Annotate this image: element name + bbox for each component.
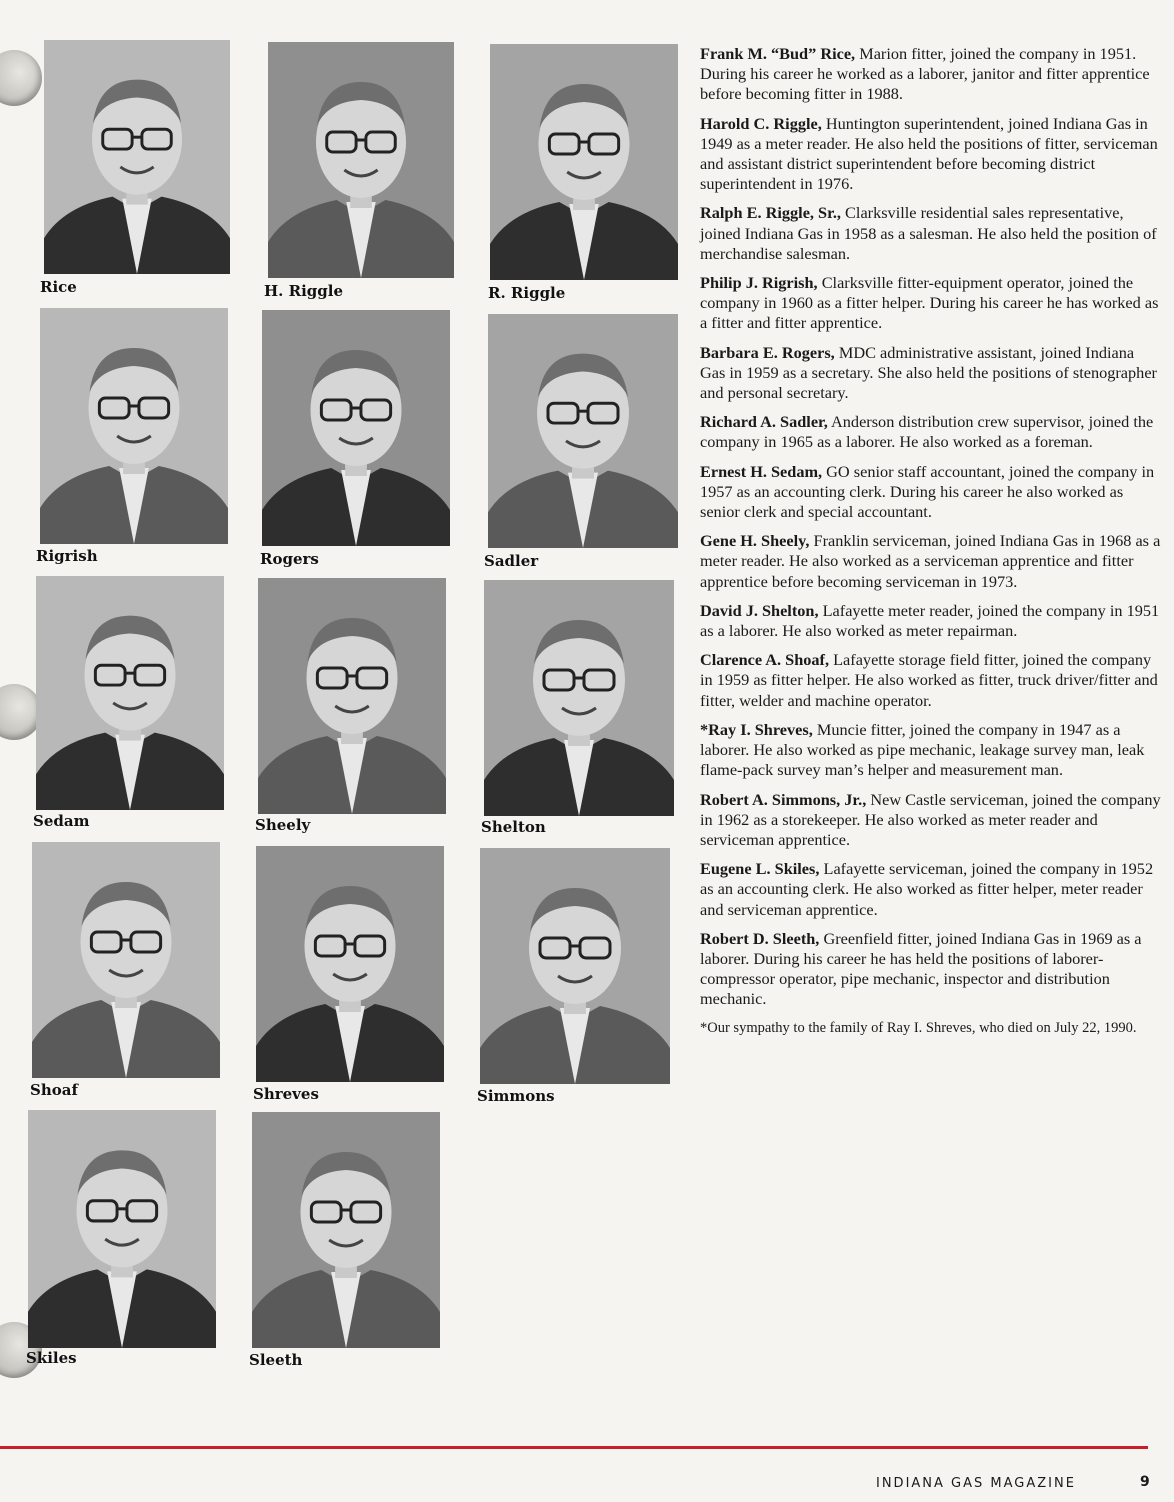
bio-text: MDC administrative assistant, joined Indiana Gas in 1959 as a secretary. She also held the positions of stenographer and personal secretary. — [700, 342, 1157, 403]
portrait-caption: Shreves — [253, 1085, 319, 1103]
bio-name: Clarence A. Shoaf, — [700, 650, 830, 670]
portrait-image — [40, 308, 228, 544]
bio-paragraph — [700, 929, 1162, 1010]
portrait-image — [262, 310, 450, 546]
portrait-photo — [268, 42, 454, 278]
bio-paragraph — [700, 412, 1162, 452]
portrait-caption: R. Riggle — [488, 284, 566, 302]
bio-name: Ernest H. Sedam, — [700, 461, 823, 481]
bio-paragraph — [700, 462, 1162, 523]
portrait-caption: Simmons — [477, 1087, 555, 1105]
bio-text: Clarksville residential sales representative, joined Indiana Gas in 1958 as a salesman. He also held the position of merchandise salesman. — [700, 203, 1157, 263]
portrait-image — [258, 578, 446, 814]
bio-paragraph — [700, 601, 1162, 641]
bio-name: David J. Shelton, — [700, 600, 819, 620]
bio-paragraph — [700, 203, 1162, 264]
portrait-image — [252, 1112, 440, 1348]
portrait-photo — [28, 1110, 216, 1348]
portrait-photo — [484, 580, 674, 816]
bio-paragraph — [700, 343, 1162, 404]
bio-name: Ralph E. Riggle, Sr., — [700, 203, 841, 223]
portrait-photo — [490, 44, 678, 280]
bio-paragraph — [700, 531, 1162, 592]
bio-text: Clarksville fitter-equipment operator, joined the company in 1960 as a fitter helper. During his career he has worked as a fitter and fitter apprentice. — [700, 273, 1159, 333]
portrait-photo — [488, 314, 678, 548]
portrait-image — [28, 1110, 216, 1348]
portrait-image — [256, 846, 444, 1082]
biography-column — [700, 44, 1162, 1037]
bio-text: New Castle serviceman, joined the company in 1962 as a storekeeper. He also worked as meter reader and serviceman apprentice. — [700, 789, 1161, 849]
bio-name: Eugene L. Skiles, — [700, 859, 820, 879]
portrait-caption: Sadler — [484, 552, 539, 570]
bio-name: Richard A. Sadler, — [700, 412, 828, 432]
portrait-image — [268, 42, 454, 278]
portrait-photo — [262, 310, 450, 546]
bio-paragraph — [700, 44, 1162, 105]
binder-hole-top — [0, 50, 42, 106]
portrait-caption: Shoaf — [30, 1081, 78, 1099]
portrait-photo — [40, 308, 228, 544]
bio-name: Robert A. Simmons, Jr., — [700, 789, 867, 809]
portrait-caption: Sheely — [255, 816, 311, 834]
bio-name: Frank M. “Bud” Rice, — [700, 44, 856, 63]
bio-name: Harold C. Riggle, — [700, 113, 822, 133]
portrait-image — [490, 44, 678, 280]
portrait-photo — [480, 848, 670, 1084]
bio-text: Huntington superintendent, joined Indiana Gas in 1949 as a meter reader. He also held the positions of fitter, serviceman and assistant district superintendent before becoming district superintendent in 1976. — [700, 113, 1158, 194]
bio-paragraph — [700, 114, 1162, 195]
bio-name: Philip J. Rigrish, — [700, 273, 818, 293]
portrait-image — [488, 314, 678, 548]
bio-paragraph — [700, 720, 1162, 781]
bio-text: Lafayette storage field fitter, joined the company in 1959 as fitter helper. He also worked as fitter, truck driver/fitter and fitter, welder and machine operator. — [700, 650, 1158, 710]
bio-paragraph — [700, 273, 1162, 334]
memorial-footnote: *Our sympathy to the family of Ray I. Shreves, who died on July 22, 1990. — [700, 1019, 1137, 1036]
portrait-photo — [36, 576, 224, 810]
bio-paragraph — [700, 859, 1162, 920]
portrait-image — [44, 40, 230, 274]
portrait-caption: Sedam — [33, 812, 90, 830]
footer-rule — [0, 1446, 1148, 1449]
portrait-caption: H. Riggle — [264, 282, 343, 300]
portrait-image — [480, 848, 670, 1084]
portrait-photo — [256, 846, 444, 1082]
portrait-image — [484, 580, 674, 816]
portrait-photo — [252, 1112, 440, 1348]
portrait-caption: Rogers — [260, 550, 319, 568]
magazine-name: INDIANA GAS MAGAZINE — [876, 1476, 1076, 1491]
bio-text: Franklin serviceman, joined Indiana Gas in 1968 as a meter reader. He also worked as a serviceman apprentice and fitter apprentice before becoming serviceman in 1973. — [700, 531, 1161, 591]
bio-text: GO senior staff accountant, joined the company in 1957 as an accounting clerk. During his career he also worked as senior clerk and special accountant. — [700, 461, 1155, 522]
bio-text: Greenfield fitter, joined Indiana Gas in 1969 as a laborer. During his career he has held the positions of laborer-compressor operator, pipe mechanic, inspector and distribution mechanic. — [700, 928, 1142, 1009]
bio-text: Muncie fitter, joined the company in 1947 as a laborer. He also worked as pipe mechanic, leakage survey man, leak flame-pack survey man’s helper and measurement man. — [700, 719, 1145, 780]
portrait-caption: Rigrish — [36, 547, 98, 565]
page-number: 9 — [1140, 1474, 1150, 1490]
bio-text: Lafayette meter reader, joined the company in 1951 as a laborer. He also worked as meter repairman. — [700, 600, 1160, 641]
bio-name: Robert D. Sleeth, — [700, 928, 820, 948]
portrait-photo — [32, 842, 220, 1078]
portrait-caption: Shelton — [481, 818, 546, 836]
portrait-image — [36, 576, 224, 810]
bio-paragraph — [700, 790, 1162, 851]
bio-text: Lafayette serviceman, joined the company in 1952 as an accounting clerk. He also worked as fitter helper, meter reader and serviceman apprentice. — [700, 859, 1154, 919]
portrait-photo — [44, 40, 230, 274]
portrait-caption: Rice — [40, 278, 77, 296]
bio-paragraph — [700, 650, 1162, 711]
bio-name: *Ray I. Shreves, — [700, 719, 813, 739]
portrait-photo — [258, 578, 446, 814]
bio-text: Marion fitter, joined the company in 1951. During his career he worked as a laborer, janitor and fitter apprentice before becoming fitter in 1988. — [700, 44, 1150, 104]
bio-name: Gene H. Sheely, — [700, 531, 810, 551]
portrait-caption: Skiles — [26, 1349, 77, 1367]
bio-name: Barbara E. Rogers, — [700, 342, 835, 362]
portrait-caption: Sleeth — [249, 1351, 303, 1369]
portrait-image — [32, 842, 220, 1078]
bio-text: Anderson distribution crew supervisor, joined the company in 1965 as a laborer. He also worked as a foreman. — [700, 412, 1154, 452]
